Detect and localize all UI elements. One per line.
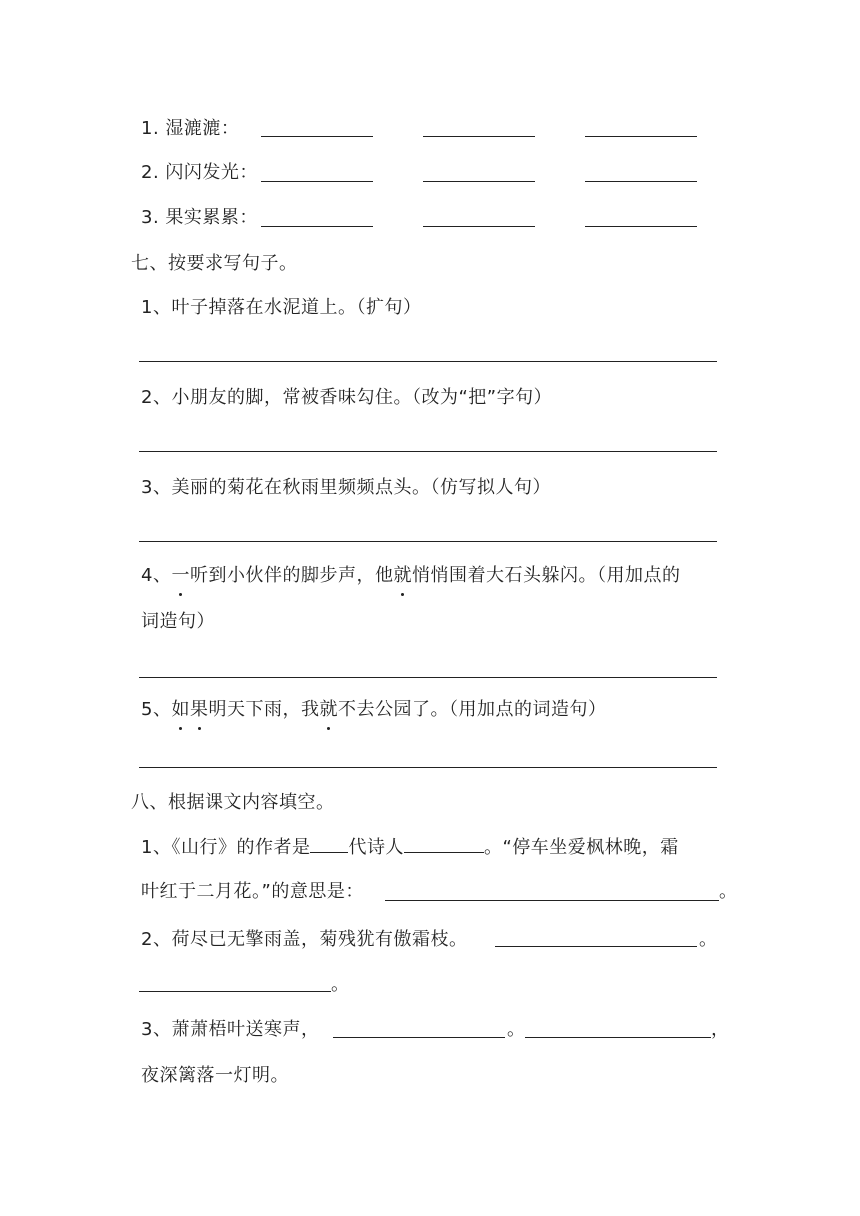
emphasis-dot-char: 一 [171,565,190,586]
punctuation: 。 [699,929,718,950]
answer-blank[interactable] [261,136,373,137]
answer-line[interactable] [139,677,717,678]
question-text: 3、美丽的菊花在秋雨里频频点头。（仿写拟人句） [141,477,551,498]
question-text-part: 明天下雨，我 [208,699,320,720]
question-text: 词造句） [141,611,215,632]
emphasis-dot-char: 果 [189,699,209,720]
question-text: 叶红于二月花。”的意思是： [141,881,364,902]
word-item-label: 2. 闪闪发光： [141,162,258,183]
question-text: 3、萧萧梧叶送寒声， [141,1019,320,1040]
word-item-label: 3. 果实累累： [141,207,258,228]
answer-blank[interactable] [585,226,697,227]
question-text-part: 不去公园了。（用加点的词造句） [337,699,607,720]
question-text-part: 1、《山行》的作者是 [141,837,311,858]
answer-line[interactable] [525,1037,711,1038]
answer-line[interactable] [139,361,717,362]
emphasis-dot-char: 就 [319,699,338,720]
question-text-part: 5、 [141,699,172,720]
answer-line[interactable] [139,991,331,992]
answer-line[interactable] [139,767,717,768]
emphasis-dot-char: 如 [171,699,190,720]
section-heading: 七、按要求写句子。 [131,253,298,274]
answer-blank[interactable] [261,181,373,182]
question-text [141,564,680,588]
question-text [141,836,679,860]
question-text: 2、小朋友的脚，常被香味勾住。（改为“把”字句） [141,387,553,408]
answer-line[interactable] [385,900,719,901]
punctuation: 。 [331,974,350,995]
question-text: 2、荷尽已无擎雨盖，菊残犹有傲霜枝。 [141,929,468,950]
answer-line[interactable] [139,451,717,452]
answer-line[interactable] [495,946,697,947]
answer-blank[interactable] [423,181,535,182]
fill-blank[interactable] [310,836,348,853]
question-text: 夜深篱落一灯明。 [141,1065,289,1086]
question-text-part: 。“停车坐爱枫林晚，霜 [483,837,679,858]
answer-blank[interactable] [585,136,697,137]
question-text-part: 悄悄围着大石头躲闪。（用加点的 [411,565,681,586]
answer-blank[interactable] [261,226,373,227]
fill-blank[interactable] [404,836,484,853]
question-text-part: 代诗人 [348,837,404,858]
answer-blank[interactable] [423,226,535,227]
question-text-part: 听到小伙伴的脚步声，他 [189,565,394,586]
answer-line[interactable] [333,1037,505,1038]
emphasis-dot-char: 就 [393,565,412,586]
punctuation: 。 [507,1019,526,1040]
question-text-part: 4、 [141,565,172,586]
section-heading: 八、根据课文内容填空。 [131,792,335,813]
word-item-label: 1. 湿漉漉： [141,118,240,139]
answer-blank[interactable] [585,181,697,182]
question-text [141,698,606,722]
question-text: 1、叶子掉落在水泥道上。（扩句） [141,297,422,318]
punctuation: ， [711,1019,730,1040]
answer-line[interactable] [139,541,717,542]
answer-blank[interactable] [423,136,535,137]
punctuation: 。 [719,881,738,902]
